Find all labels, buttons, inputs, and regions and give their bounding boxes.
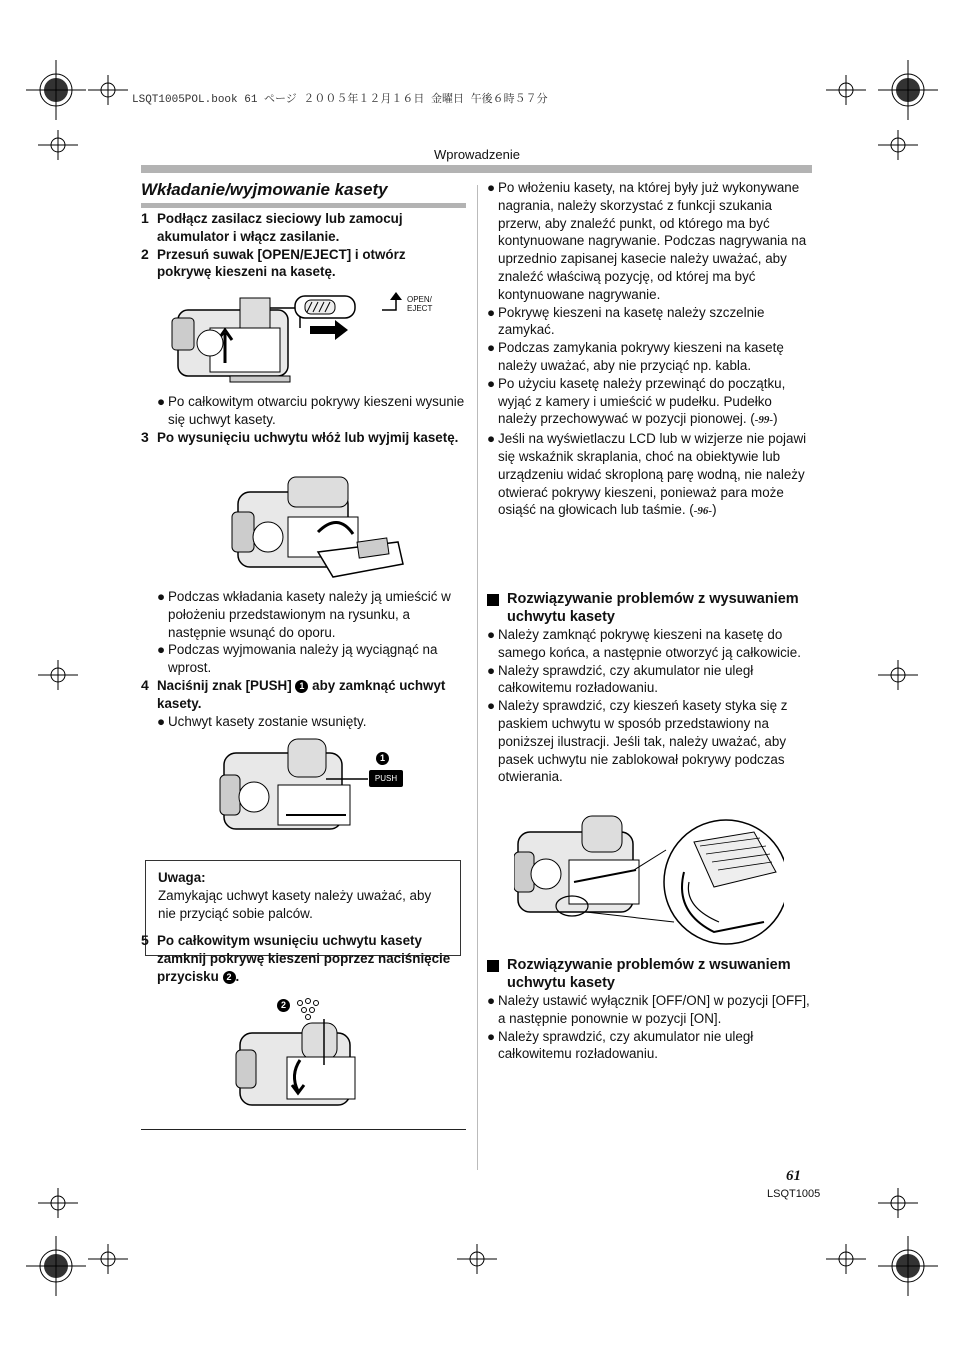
step-2: 2 Przesuń suwak [OPEN/EJECT] i otwórz pokrywę kieszeni na kasetę.: [141, 245, 406, 280]
marker-1: 1: [295, 680, 308, 693]
crosshair-mark: [878, 660, 918, 690]
page-ref[interactable]: -96-: [693, 505, 713, 518]
section-label: Wprowadzenie: [434, 147, 520, 162]
trouble-eject-heading: Rozwiązywanie problemów z wysuwaniem uchwytu kasety: [487, 591, 812, 626]
open-eject-label: OPEN/ EJECT: [407, 295, 433, 313]
bullet: ● Po użyciu kasetę należy przewinąć do początku, wyjąć z kamery i umieścić w pudełku. Pudełko należy przechowywać w pozycji pionowej. (-99-): [487, 375, 786, 427]
bullet: ● Podczas wkładania kasety należy ją umieścić w położeniu przedstawionym na rysunku, a następnie wsunąć do oporu.: [157, 589, 451, 640]
marker-2: 2: [223, 971, 236, 984]
bullet: ● Po włożeniu kasety, na której były już wykonywane nagrania, należy skorzystać z funkcji szukania przerw, aby znaleźć punkt, od którego ma być kontynuowane nagrywanie. Podczas nagrywania na uprzednio zapisanej kasecie należy uważać, aby znaleźć właściwą pozycję, od której ma być kontynuowane nagrywanie.: [487, 180, 807, 302]
crosshair-mark: [457, 1244, 497, 1274]
right-column-notes: [487, 179, 812, 521]
left-column-end-rule: [141, 1129, 466, 1130]
bullet: ● Należy sprawdzić, czy akumulator nie uległ całkowitemu rozładowaniu.: [487, 1028, 754, 1062]
step-3-notes: [141, 588, 466, 730]
trouble-insert-section: [487, 957, 812, 1063]
bullet: ● Pokrywę kieszeni na kasetę należy szczelnie zamykać.: [487, 304, 765, 338]
page-number: 61: [786, 1168, 801, 1184]
crosshair-mark: [38, 660, 78, 690]
push-label: PUSH: [369, 770, 403, 787]
crosshair-mark: [878, 1188, 918, 1218]
bullet: ● Uchwyt kasety zostanie wsunięty.: [157, 713, 367, 729]
bullet: ● Podczas wyjmowania należy ją wyciągnąć na wprost.: [157, 642, 438, 676]
bullet: ● Należy sprawdzić, czy akumulator nie uległ całkowitemu rozładowaniu.: [487, 662, 754, 696]
column-divider: [477, 185, 478, 1170]
camera-cassette-insert-illustration: [228, 472, 408, 584]
crosshair-mark: [826, 75, 866, 105]
step-4: 4 Naciśnij znak [PUSH] 1 aby zamknąć uchwyt kasety.: [141, 676, 446, 711]
trouble-insert-heading: Rozwiązywanie problemów z wsuwaniem uchwytu kasety: [487, 957, 812, 992]
crosshair-mark: [38, 1188, 78, 1218]
bullet: ● Należy sprawdzić, czy kieszeń kasety styka się z paskiem uchwytu w sposób przedstawiony na poniższej ilustracji. Jeśli tak, należy uważać, aby pasek uchwytu nie zablokował pokrywy podczas otwierania.: [487, 698, 788, 785]
crosshair-mark: [88, 75, 128, 105]
crosshair-mark: [826, 1244, 866, 1274]
trouble-eject-section: [487, 591, 812, 786]
note-text: Zamykając uchwyt kasety należy uważać, aby nie przyciąć sobie palców.: [158, 887, 432, 921]
bullet: ● Jeśli na wyświetlaczu LCD lub w wizjerze nie pojawi się wskaźnik skraplania, choć na obiektywie lub urządzeniu widać skroploną parę wodną, nie należy otwierać pokrywy kieszeni, ponieważ para może osiąść na głowicach lub taśmie. (-96-): [487, 431, 807, 518]
step-1-2: [141, 210, 463, 281]
registration-mark: [26, 1236, 86, 1296]
grip-belt-detail-illustration: [514, 812, 784, 952]
title-underline: [141, 203, 466, 208]
step-5: 5 Po całkowitym wsunięciu uchwytu kasety zamknij pokrywę kieszeni poprzez naciśnięcie przycisku 2 .: [141, 932, 451, 984]
file-header: LSQT1005POL.book 61 ページ ２００５年１２月１６日 金曜日 午後６時５７分: [132, 94, 548, 106]
registration-mark: [26, 60, 86, 120]
bullet: ● Podczas zamykania pokrywy kieszeni na kasetę należy uważać, aby nie przyciąć np. kabla.: [487, 340, 784, 373]
page-title: Wkładanie/wyjmowanie kasety: [141, 180, 388, 199]
bullet: ● Po całkowitym otwarciu pokrywy kieszeni wysunie się uchwyt kasety.: [157, 394, 465, 427]
document-code: LSQT1005: [767, 1188, 821, 1200]
registration-mark: [878, 1236, 938, 1296]
bullet: ● Należy ustawić wyłącznik [OFF/ON] w pozycji [OFF], a następnie ponownie w pozycji [ON].: [487, 993, 810, 1026]
step-2-notes: [141, 393, 466, 446]
marker-1: 1: [376, 752, 389, 765]
note-title: Uwaga:: [158, 870, 206, 885]
crosshair-mark: [88, 1244, 128, 1274]
camera-close-cover-illustration: [232, 995, 362, 1115]
step-3: 3 Po wysunięciu uchwytu włóż lub wyjmij kasetę.: [141, 428, 459, 445]
step-1: 1 Podłącz zasilacz sieciowy lub zamocuj akumulator i włącz zasilanie.: [141, 210, 403, 244]
bullet: ● Należy zamknąć pokrywę kieszeni na kasetę do samego końca, a następnie otworzyć ją całkowicie.: [487, 627, 801, 660]
marker-2: 2: [277, 999, 290, 1012]
header-bar: [141, 165, 812, 173]
page-ref[interactable]: -99-: [754, 414, 774, 427]
registration-mark: [878, 60, 938, 120]
